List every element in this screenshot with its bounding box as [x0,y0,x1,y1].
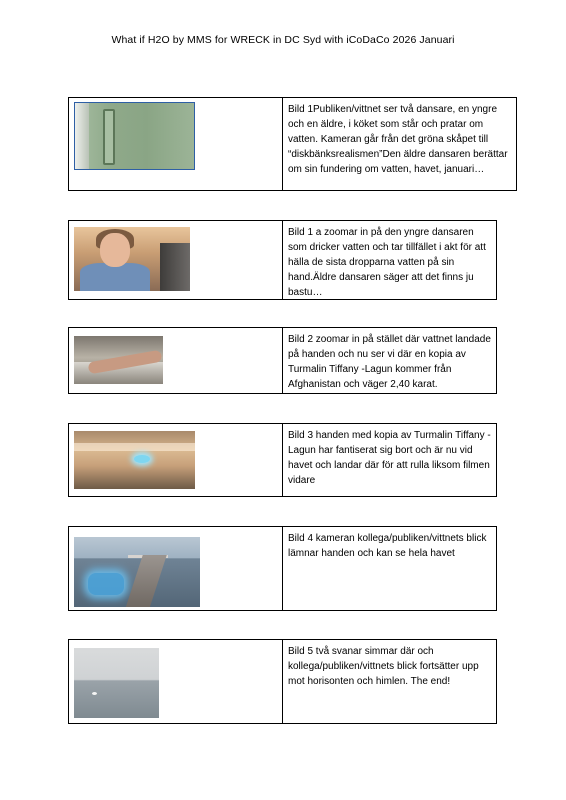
frame-image-cell [69,328,283,393]
frame-image-cell [69,527,283,610]
frame-description: Bild 4 kameran kollega/publiken/vittnets blick lämnar handen och kan se hela havet [288,533,487,559]
frame-description: Bild 2 zoomar in på stället där vattnet landade på handen och nu ser vi där en kopia av Turmalin Tiffany -Lagun kommer från Afghanistan och väger 2,40 karat. [288,334,491,390]
storyboard-frame-2 [68,220,497,300]
frame-description: Bild 3 handen med kopia av Turmalin Tiffany -Lagun har fantiserat sig bort och är nu vid havet och landar där för att rulla liksom filmen vidare [288,430,491,486]
frame-image-cell [69,424,283,496]
storyboard-frame-4 [68,423,497,497]
pier-and-sea-photo [74,537,200,607]
frame-description: Bild 1 a zoomar in på den yngre dansaren som dricker vatten och tar tillfället i akt för att hälla de sista dropparna vatten på sin hand.Äldre dansaren säger att det finns ju bastu… [288,227,486,298]
hand-at-sink-photo [74,336,163,384]
storyboard-frame-1 [68,97,517,191]
frame-description: Bild 5 två svanar simmar där och kollega/publiken/vittnets blick fortsätter upp mot horisonten och himlen. The end! [288,646,479,687]
green-cabinet-photo [74,102,195,170]
storyboard-frame-5 [68,526,497,611]
storyboard-frame-6 [68,639,497,724]
glowing-hand-photo [74,431,195,489]
frame-image-cell [69,221,283,299]
frame-image-cell [69,640,283,723]
document-title: What if H2O by MMS for WRECK in DC Syd with iCoDaCo 2026 Januari [111,34,455,46]
frame-description: Bild 1Publiken/vittnet ser två dansare, en yngre och en äldre, i köket som står och pratar om vatten. Kameran går från det gröna skåpet till “diskbänksrealismen”Den äldre dansaren berättar om sin fundering om vatten, havet, januari… [288,104,508,175]
storyboard-frame-3 [68,327,497,394]
sea-horizon-photo [74,648,159,718]
dancer-drinking-photo [74,227,190,291]
frame-image-cell [69,98,283,190]
